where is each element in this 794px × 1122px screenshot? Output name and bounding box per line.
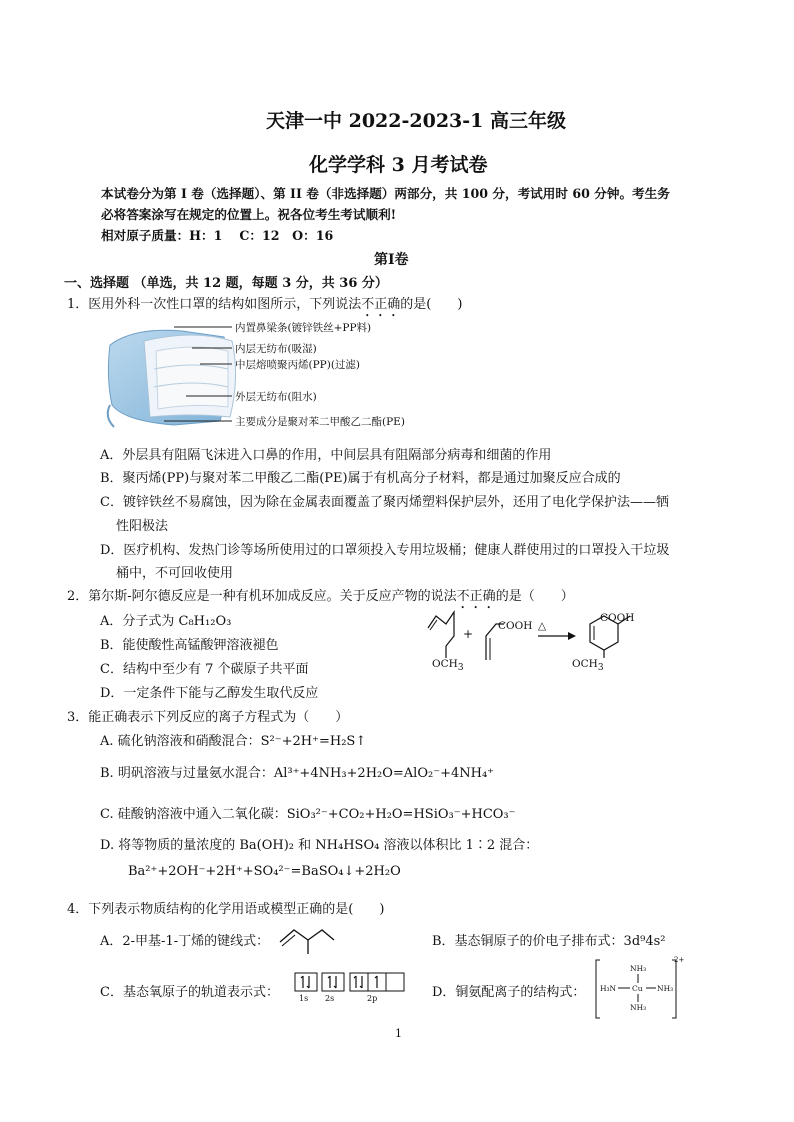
scheme-cooh-2: COOH (600, 612, 635, 624)
scheme-och3-1 (432, 658, 464, 674)
q2-stem-emph: 不正确 (456, 589, 496, 604)
diene-structure (428, 612, 454, 646)
q4-option-c: C．基态氧原子的轨道表示式： (100, 985, 279, 1000)
q2-option-b: B．能使酸性高锰酸钾溶液褪色 (100, 638, 279, 653)
q3-option-c: C. 硅酸钠溶液中通入二氧化碳：SiO₃²⁻+CO₂+H₂O=HSiO₃⁻+HCO₃⁻ (100, 807, 516, 822)
complex-nh3-top: NH₃ (630, 964, 647, 973)
part-title: 第Ⅰ卷 (374, 252, 409, 268)
q3-option-b: B. 明矾溶液与过量氨水混合：Al³⁺+4NH₃+2H₂O=AlO₂⁻+4NH₄⁺ (100, 766, 495, 781)
q1-option-b: B．聚丙烯(PP)与聚对苯二甲酸乙二酯(PE)属于有机高分子材料，都是通过加聚反应合成的 (100, 471, 621, 486)
q1-stem-emph: 不正确 (361, 297, 401, 312)
scheme-cooh-1: COOH (498, 620, 533, 632)
mask-label-1: 内置鼻梁条(镀锌铁丝+PP料) (235, 322, 372, 334)
q2-option-a: A．分子式为 C₈H₁₂O₃ (100, 614, 232, 629)
q3-option-a: A. 硫化钠溶液和硝酸混合：S²⁻+2H⁺=H₂S↑ (100, 734, 367, 749)
complex-h3n-left: H₃N (600, 984, 617, 993)
q1-option-d: D．医疗机构、发热门诊等场所使用过的口罩须投入专用垃圾桶；健康人群使用过的口罩投入干垃圾 (100, 543, 670, 558)
mask-label-3: 中层熔喷聚丙烯(PP)(过滤) (235, 359, 361, 371)
orbital-label-2p: 2p (367, 994, 378, 1003)
q2-stem-b: 的是（ ） (495, 589, 574, 604)
q1-option-c: C．镀锌铁丝不易腐蚀，因为除在金属表面覆盖了聚丙烯塑料保护层外，还用了电化学保护法——牺 (100, 495, 669, 510)
bond-line-structure (278, 918, 338, 958)
intro-line1: 本试卷分为第 I 卷（选择题）、第 II 卷（非选择题）两部分，共 100 分，考试用时 60 分钟。考生务 (101, 186, 670, 201)
q1-option-a: A．外层具有阻隔飞沫进入口鼻的作用，中间层具有阻隔部分病毒和细菌的作用 (100, 448, 552, 463)
q1-stem (67, 293, 462, 320)
complex-cu: Cu (632, 984, 643, 993)
intro-line2: 必将答案涂写在规定的位置上。祝各位考生考试顺利! (101, 207, 397, 222)
orbital-diagram (294, 972, 406, 1008)
mask-layer-mid (156, 347, 228, 409)
exam-title-line2: 化学学科 3 月考试卷 (309, 154, 488, 176)
q4-option-b: B．基态铜原子的价电子排布式：3d⁹4s² (432, 934, 666, 949)
mask-label-2: 内层无纺布(吸湿) (235, 343, 317, 355)
orbital-label-2s: 2s (325, 994, 335, 1003)
scheme-och3-2 (572, 658, 604, 674)
och3-sub-2: 3 (597, 663, 604, 674)
q2-option-d: D．一定条件下能与乙醇发生取代反应 (100, 686, 319, 701)
complex-nh3-bottom: NH₃ (630, 1003, 647, 1012)
exam-title-line1: 天津一中 2022-2023-1 高三年级 (266, 110, 566, 132)
mask-strap (108, 405, 114, 427)
q4-stem: 4．下列表示物质结构的化学用语或模型正确的是( ) (67, 902, 385, 917)
mask-label-5: 主要成分是聚对苯二甲酸乙二酯(PE) (235, 416, 405, 428)
atomic-mass: 相对原子质量：H：1 C：12 O：16 (101, 228, 334, 243)
mask-label-4: 外层无纺布(阻水) (235, 391, 317, 403)
q1-stem-b: 的是( ) (400, 297, 463, 312)
q1-stem-a: 1．医用外科一次性口罩的结构如图所示，下列说法 (67, 297, 362, 312)
scheme-delta: △ (538, 620, 547, 632)
q2-stem-a: 2．第尔斯-阿尔德反应是一种有机环加成反应。关于反应产物的说法 (67, 589, 457, 604)
orbital-label-1s: 1s (299, 994, 309, 1003)
section-title: 一、选择题 （单选，共 12 题，每题 3 分，共 36 分） (64, 276, 388, 291)
q3-option-d-eq: Ba²⁺+2OH⁻+2H⁺+SO₄²⁻=BaSO₄↓+2H₂O (128, 864, 401, 879)
complex-charge: 2+ (674, 956, 685, 964)
q2-option-c: C．结构中至少有 7 个碳原子共平面 (100, 662, 309, 677)
q1-option-c-cont: 性阳极法 (116, 519, 169, 534)
q4-option-a: A．2-甲基-1-丁烯的键线式： (100, 934, 270, 949)
complex-nh3-right: NH₃ (657, 984, 674, 993)
page-number: 1 (395, 1027, 402, 1040)
q3-option-d: D. 将等物质的量浓度的 Ba(OH)₂ 和 NH₄HSO₄ 溶液以体积比 1∶2 混合： (100, 838, 539, 853)
scheme-plus: + (463, 627, 474, 641)
q4-option-d: D．铜氨配离子的结构式： (432, 985, 586, 1000)
q3-stem: 3．能正确表示下列反应的离子方程式为（ ） (67, 710, 349, 725)
och3-sub-1: 3 (457, 663, 464, 674)
och3-text-2: OCH (572, 658, 598, 670)
q1-option-d-cont: 桶中，不可回收使用 (116, 566, 234, 581)
och3-text-1: OCH (432, 658, 458, 670)
